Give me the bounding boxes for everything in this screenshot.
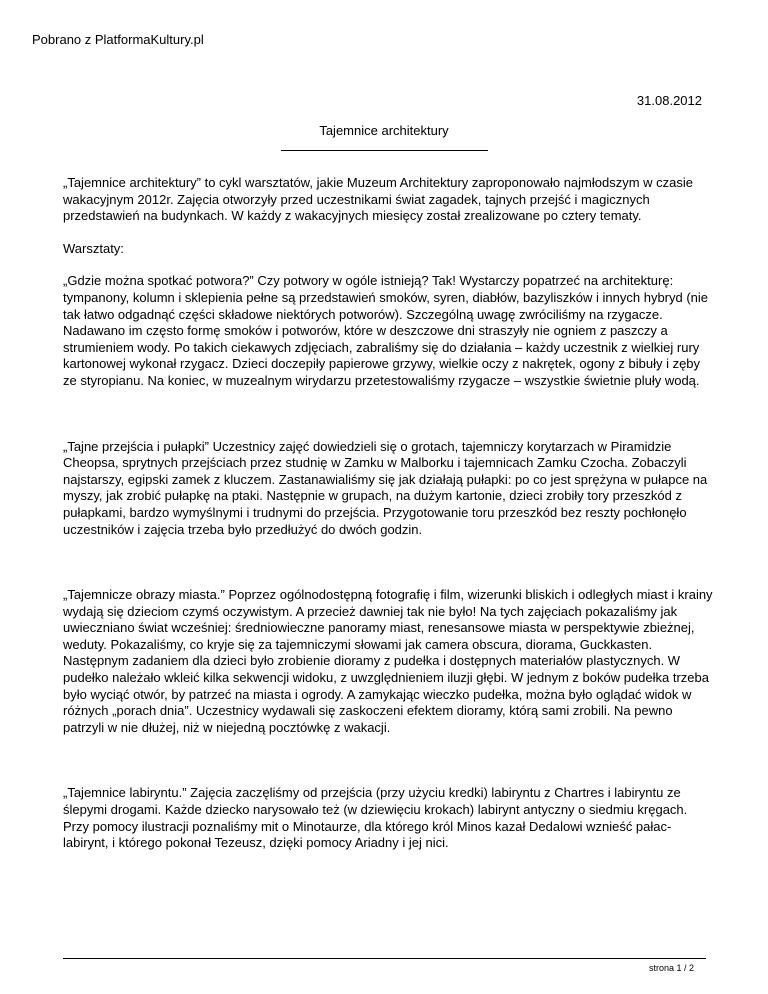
workshops-label: Warsztaty: [63, 240, 124, 256]
header-source: Pobrano z PlatformaKultury.pl [32, 32, 204, 47]
document-title: Tajemnice architektury [319, 123, 449, 138]
footer-divider [63, 958, 706, 959]
document-date: 31.08.2012 [636, 93, 702, 108]
page-number: strona 1 / 2 [648, 963, 694, 973]
article-body [63, 175, 713, 852]
workshop-secret-passages-paragraph: „Tajne przejścia i pułapki” Uczestnicy zajęć dowiedzieli się o grotach, tajemniczy korytarzach w Piramidzie Cheopsa, sprytnych przejściach przez studnię w Zamku w Malborku i tajemnicach Zamku Czocha. Zobaczyli najstarszy, egipski zamek z kluczem. Zastanawialiśmy się jak działają pułapki: po co jest sprężyna w pułapce na myszy, jak zrobić pułapkę na ptaki. Następnie w grupach, na dużym kartonie, dzieci zrobiły tory przeszkód z pułapkami, bardzo wymyślnymi i trudnymi do przejścia. Przygotowanie toru przeszkód bez reszty pochłonęło uczestników i zajęcia trzeba było przedłużyć do dwóch godzin. [63, 438, 708, 537]
workshop-monsters-paragraph: „Gdzie można spotkać potwora?” Czy potwory w ogóle istnieją? Tak! Wystarczy popatrzeć na architekturę: tympanony, kolumn i sklepienia pełne są przedstawień smoków, syren, diabłów, bazyliszków i innych hybryd (nie tak łatwo odgadnąć części składowe niektórych potworów). Szczególną uwagę zwróciliśmy na rzygacze. Nadawano im często formę smoków i potworów, które w deszczowe dni straszyły nie ogniem z paszczy a strumieniem wody. Po takich ciekawych zdjęciach, zabraliśmy się do działania – każdy uczestnik z wielkiej rury kartonowej wykonał rzygacz. Dzieci doczepiły papierowe grzywy, wielkie oczy z nakrętek, ogony z bibuły i zęby ze styropianu. Na koniec, w muzealnym wirydarzu przetestowaliśmy rzygacze – wszystkie świetnie pluły wodą. [63, 273, 709, 388]
workshop-labyrinth-paragraph: „Tajemnice labiryntu.” Zajęcia zaczęliśmy od przejścia (przy użyciu kredki) labiryntu z Chartres i labiryntu ze ślepymi drogami. Każde dziecko narysowało też (w dziewięciu krokach) labirynt antyczny o siedmiu kręgach. Przy pomocy ilustracji poznaliśmy mit o Minotaurze, dla którego król Minos kazał Dedalowi wznieść pałac-labirynt, i którego pokonał Tezeusz, dzięki pomocy Ariadny i jej nici. [63, 785, 688, 851]
title-underline [281, 150, 488, 151]
intro-paragraph: „Tajemnice architektury” to cykl warsztatów, jakie Muzeum Architektury zaproponowało najmłodszym w czasie wakacyjnym 2012r. Zajęcia otworzyły przed uczestnikami świat zagadek, tajnych przejść i magicznych przedstawień na budynkach. W każdy z wakacyjnych miesięcy został zrealizowane po cztery tematy. [63, 175, 694, 224]
workshop-city-images-paragraph: „Tajemnicze obrazy miasta.” Poprzez ogólnodostępną fotografię i film, wizerunki bliskich i odległych miast i krainy wydają się dzieciom czymś oczywistym. A przecież dawniej tak nie było! Na tych zajęciach pokazaliśmy jak uwieczniano świat wcześniej: średniowieczne panoramy miast, renesansowe miasta w perspektywie zbieżnej, weduty. Pokazaliśmy, co kryje się za tajemniczymi słowami jak camera obscura, diorama, Guckkasten. Następnym zadaniem dla dzieci było zrobienie dioramy z pudełka i dostępnych materiałów plastycznych. W pudełko należało wkleić kilka sekwencji widoku, z uwzględnieniem iluzji głębi. W jednym z boków pudełka trzeba było wyciąć otwór, by patrzeć na miasta i ogrody. A zamykając wieczko pudełka, można było oglądać widok w różnych „porach dnia”. Uczestnicy wydawali się zaskoczeni efektem dioramy, którą sami zrobili. Na pewno patrzyli w nie dłużej, niż w niejedną pocztówkę z wakacji. [63, 587, 713, 735]
